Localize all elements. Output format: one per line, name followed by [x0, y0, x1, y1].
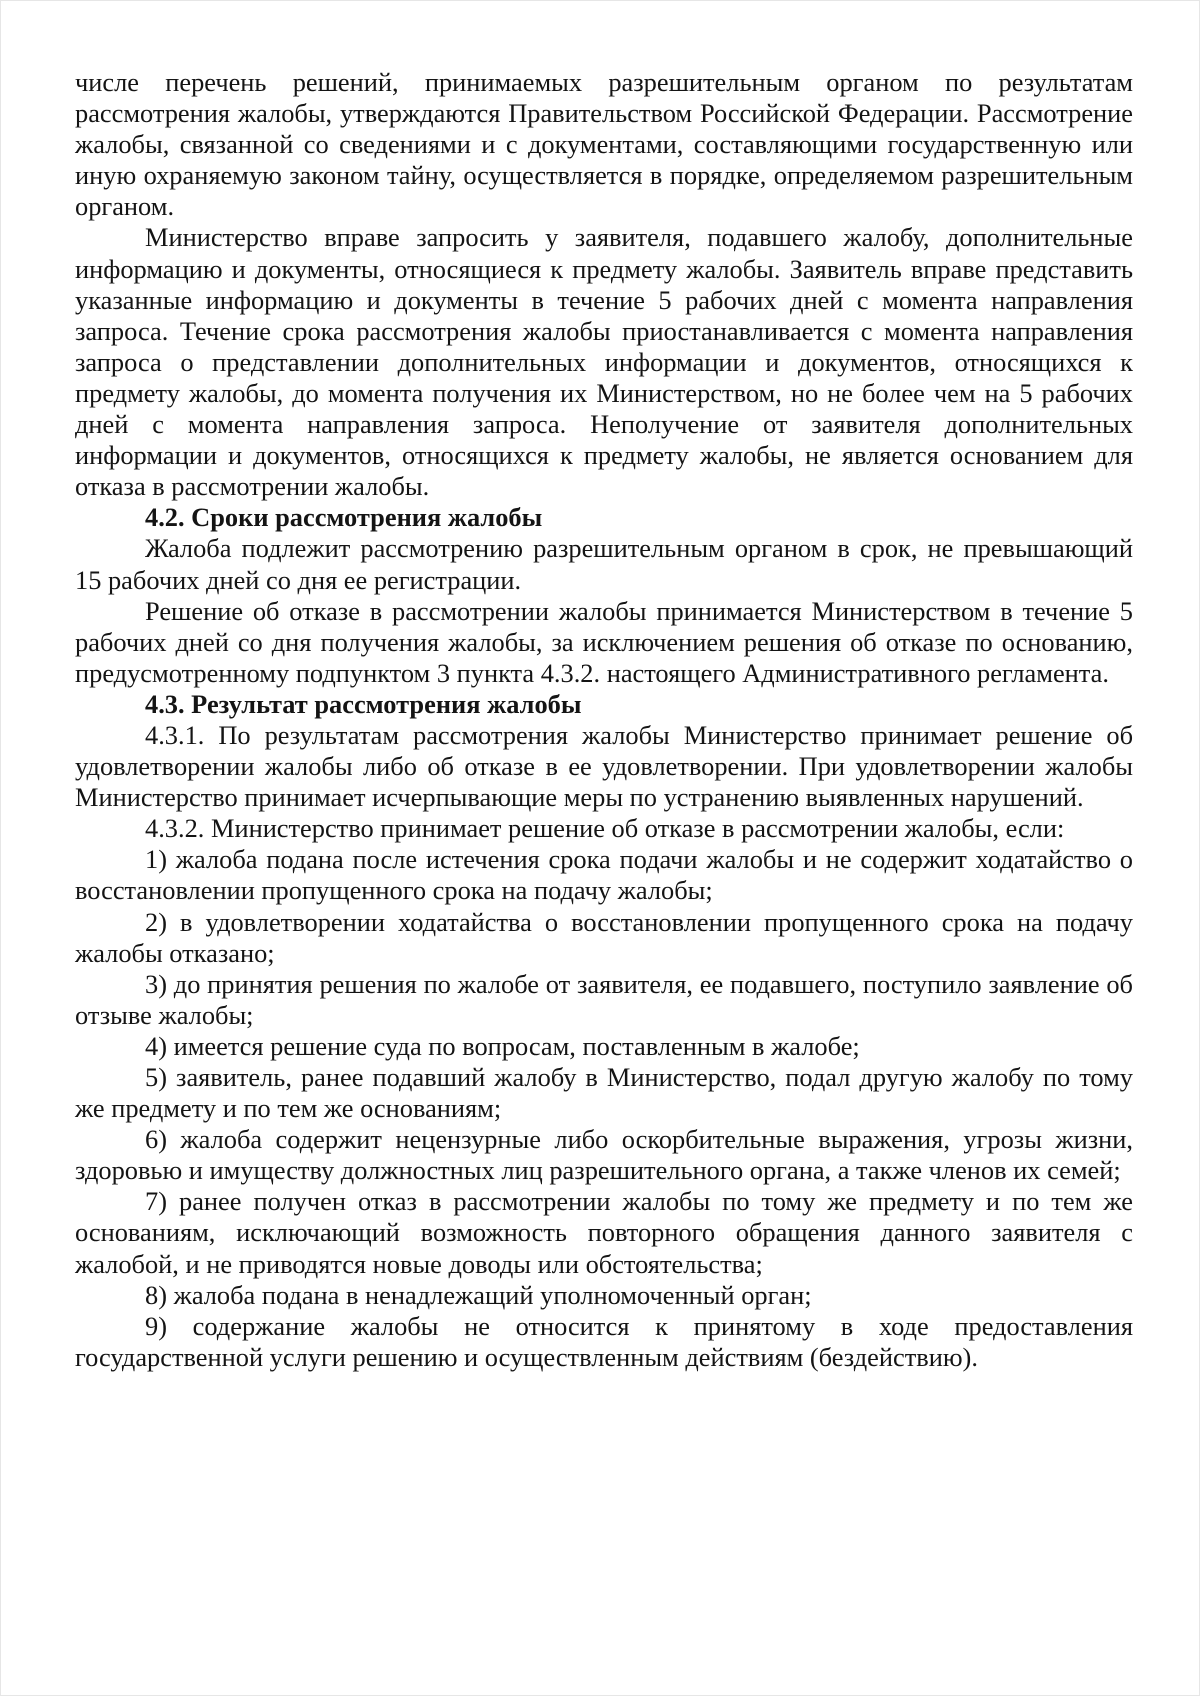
list-item-5: 5) заявитель, ранее подавший жалобу в Министерство, подал другую жалобу по тому же предмету и по тем же основаниям;: [75, 1062, 1133, 1124]
paragraph-ministry-request: Министерство вправе запросить у заявителя, подавшего жалобу, дополнительные информацию и документы, относящиеся к предмету жалобы. Заявитель вправе представить указанные информацию и документы в течение 5 рабочих дней с момента направления запроса. Течение срока рассмотрения жалобы приостанавливается с момента направления запроса о представлении дополнительных информации и документов, относящихся к предмету жалобы, до момента получения их Министерством, но не более чем на 5 рабочих дней с момента направления запроса. Неполучение от заявителя дополнительных информации и документов, относящихся к предмету жалобы, не является основанием для отказа в рассмотрении жалобы.: [75, 222, 1133, 502]
paragraph-continuation: числе перечень решений, принимаемых разрешительным органом по результатам рассмотрения жалобы, утверждаются Правительством Российской Федерации. Рассмотрение жалобы, связанной со сведениями и с документами, составляющими государственную или иную охраняемую законом тайну, осуществляется в порядке, определяемом разрешительным органом.: [75, 67, 1133, 222]
list-item-8: 8) жалоба подана в ненадлежащий уполномоченный орган;: [145, 1279, 812, 1310]
list-item-3: 3) до принятия решения по жалобе от заявителя, ее подавшего, поступило заявление об отзыве жалобы;: [75, 968, 1133, 1030]
section-heading-4-2: 4.2. Сроки рассмотрения жалобы: [145, 502, 543, 533]
paragraph-4-3-2: 4.3.2. Министерство принимает решение об отказе в рассмотрении жалобы, если:: [145, 813, 1065, 844]
list-item-9: 9) содержание жалобы не относится к принятому в ходе предоставления государственной услуги решению и осуществленным действиям (бездействию).: [75, 1310, 1133, 1372]
list-item-2: 2) в удовлетворении ходатайства о восстановлении пропущенного срока на подачу жалобы отказано;: [75, 906, 1133, 968]
list-item-6: 6) жалоба содержит нецензурные либо оскорбительные выражения, угрозы жизни, здоровью и имуществу должностных лиц разрешительного органа, а также членов их семей;: [75, 1124, 1133, 1186]
paragraph-review-term: Жалоба подлежит рассмотрению разрешительным органом в срок, не превышающий 15 рабочих дней со дня ее регистрации.: [75, 533, 1133, 595]
paragraph-4-3-1: 4.3.1. По результатам рассмотрения жалобы Министерство принимает решение об удовлетворении жалобы либо об отказе в ее удовлетворении. При удовлетворении жалобы Министерство принимает исчерпывающие меры по устранению выявленных нарушений.: [75, 719, 1133, 813]
document-body: [75, 67, 1133, 1373]
paragraph-refusal-term: Решение об отказе в рассмотрении жалобы принимается Министерством в течение 5 рабочих дней со дня получения жалобы, за исключением решения об отказе по основанию, предусмотренному подпунктом 3 пункта 4.3.2. настоящего Административного регламента.: [75, 595, 1133, 688]
list-item-7: 7) ранее получен отказ в рассмотрении жалобы по тому же предмету и по тем же основаниям, исключающий возможность повторного обращения данного заявителя с жалобой, и не приводятся новые доводы или обстоятельства;: [75, 1186, 1133, 1279]
section-heading-4-3: 4.3. Результат рассмотрения жалобы: [145, 688, 582, 719]
list-item-4: 4) имеется решение суда по вопросам, поставленным в жалобе;: [145, 1030, 860, 1061]
list-item-1: 1) жалоба подана после истечения срока подачи жалобы и не содержит ходатайство о восстановлении пропущенного срока на подачу жалобы;: [75, 844, 1133, 906]
